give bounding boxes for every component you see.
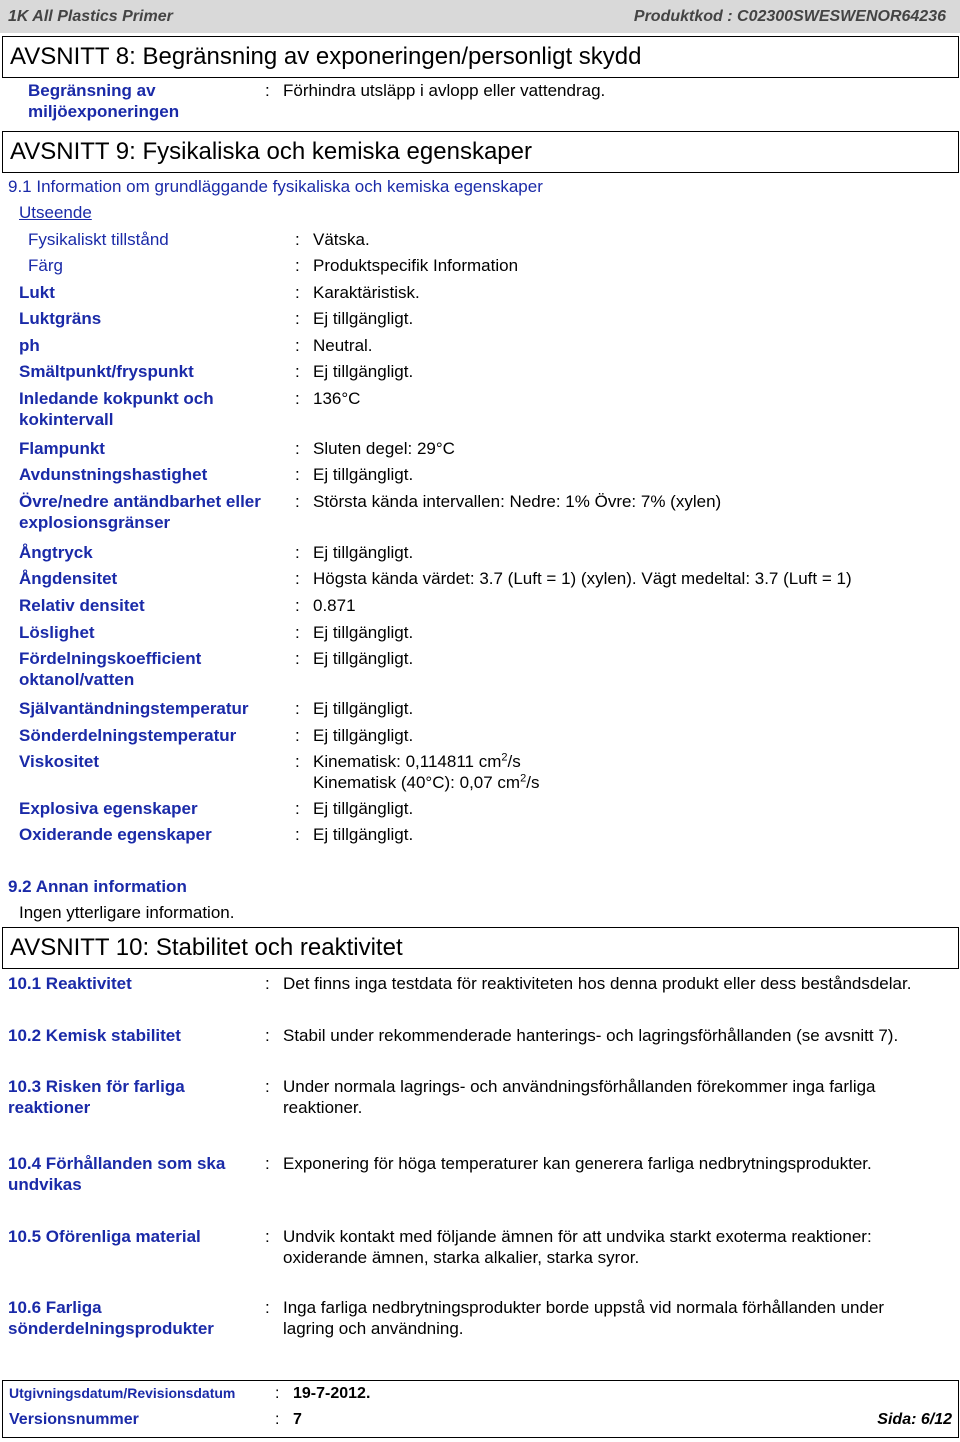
incompatible-materials-label: 10.5 Oförenliga material	[8, 1227, 201, 1246]
reactivity-value: Det finns inga testdata för reaktiviteten hos denna produkt eller dess beståndsdelar.	[283, 974, 912, 993]
revision-date-value: 19-7-2012.	[293, 1385, 371, 1402]
odor-value: Karaktäristisk.	[313, 283, 420, 302]
flash-point-label: Flampunkt	[19, 439, 105, 458]
colon: :	[295, 283, 300, 302]
colon: :	[275, 1385, 280, 1402]
colon: :	[295, 825, 300, 844]
physical-state-label: Fysikaliskt tillstånd	[28, 230, 169, 249]
colon: :	[295, 596, 300, 615]
partition-coefficient-value: Ej tillgängligt.	[313, 649, 414, 668]
colon: :	[265, 81, 270, 100]
odor-threshold-label: Luktgräns	[19, 309, 102, 328]
solubility-label: Löslighet	[19, 623, 95, 642]
relative-density-value: 0.871	[313, 596, 356, 615]
version-value: 7	[293, 1411, 302, 1428]
chemical-stability-value: Stabil under rekommenderade hanterings- och lagringsförhållanden (se avsnitt 7).	[283, 1026, 899, 1045]
odor-label: Lukt	[19, 283, 55, 302]
viscosity-label: Viskositet	[19, 752, 100, 771]
colon: :	[295, 256, 300, 275]
odor-threshold-value: Ej tillgängligt.	[313, 309, 414, 328]
colon: :	[295, 439, 300, 458]
colon: :	[265, 1298, 270, 1317]
oxidizing-properties-value: Ej tillgängligt.	[313, 825, 414, 844]
hazardous-reactions-label: 10.3 Risken för farliga reaktioner	[8, 1077, 185, 1117]
section-8-title: AVSNITT 8: Begränsning av exponeringen/personligt skydd	[10, 43, 642, 70]
decomposition-temp-label: Sönderdelningstemperatur	[19, 726, 237, 745]
colon: :	[265, 1026, 270, 1045]
colon: :	[265, 974, 270, 993]
vapor-pressure-value: Ej tillgängligt.	[313, 543, 414, 562]
colon: :	[295, 569, 300, 588]
other-info-text: Ingen ytterligare information.	[19, 903, 235, 922]
colon: :	[265, 1077, 270, 1096]
colon: :	[295, 362, 300, 381]
color-value: Produktspecifik Information	[313, 256, 519, 275]
page-number: Sida: 6/12	[877, 1411, 952, 1428]
product-name: 1K All Plastics Primer	[8, 8, 173, 25]
colon: :	[295, 752, 300, 771]
hazardous-reactions-value: Under normala lagrings- och användningsförhållanden förekommer inga farliga reaktioner.	[283, 1077, 876, 1117]
conditions-to-avoid-label: 10.4 Förhållanden som ska undvikas	[8, 1154, 226, 1194]
conditions-to-avoid-value: Exponering för höga temperaturer kan generera farliga nedbrytningsprodukter.	[283, 1154, 872, 1173]
boiling-point-value: 136°C	[313, 389, 361, 408]
evaporation-label: Avdunstningshastighet	[19, 465, 208, 484]
page-header	[0, 0, 960, 33]
page-footer	[2, 1380, 959, 1438]
colon: :	[295, 649, 300, 668]
revision-date-label: Utgivningsdatum/Revisionsdatum	[9, 1385, 236, 1401]
incompatible-materials-value: Undvik kontakt med följande ämnen för att undvika starkt exoterma reaktioner: oxiderande ämnen, starka alkalier, starka syror.	[283, 1227, 872, 1267]
colon: :	[295, 492, 300, 511]
colon: :	[295, 726, 300, 745]
colon: :	[295, 543, 300, 562]
section-10-title: AVSNITT 10: Stabilitet och reaktivitet	[10, 934, 403, 961]
colon: :	[295, 623, 300, 642]
autoignition-label: Självantändningstemperatur	[19, 699, 249, 718]
autoignition-value: Ej tillgängligt.	[313, 699, 414, 718]
relative-density-label: Relativ densitet	[19, 596, 145, 615]
color-label: Färg	[28, 256, 63, 275]
oxidizing-properties-label: Oxiderande egenskaper	[19, 825, 212, 844]
env-exposure-label: Begränsning av miljöexponeringen	[28, 81, 180, 121]
flash-point-value: Sluten degel: 29°C	[313, 439, 455, 458]
colon: :	[265, 1154, 270, 1173]
solubility-value: Ej tillgängligt.	[313, 623, 414, 642]
colon: :	[275, 1411, 280, 1428]
colon: :	[295, 699, 300, 718]
decomposition-products-value: Inga farliga nedbrytningsprodukter borde uppstå vid normala förhållanden under lagring och användning.	[283, 1298, 885, 1338]
decomposition-temp-value: Ej tillgängligt.	[313, 726, 414, 745]
evaporation-value: Ej tillgängligt.	[313, 465, 414, 484]
melting-point-value: Ej tillgängligt.	[313, 362, 414, 381]
colon: :	[295, 799, 300, 818]
boiling-point-label: Inledande kokpunkt och kokintervall	[19, 389, 214, 429]
version-label: Versionsnummer	[9, 1411, 139, 1428]
vapor-density-label: Ångdensitet	[19, 569, 118, 588]
explosion-limits-label: Övre/nedre antändbarhet eller explosionsgränser	[19, 492, 261, 532]
colon: :	[295, 230, 300, 249]
section-9-title: AVSNITT 9: Fysikaliska och kemiska egenskaper	[10, 138, 532, 165]
chemical-stability-label: 10.2 Kemisk stabilitet	[8, 1026, 181, 1045]
section-8-title-box	[2, 36, 959, 78]
colon: :	[265, 1227, 270, 1246]
appearance-heading: Utseende	[19, 203, 92, 222]
explosive-properties-value: Ej tillgängligt.	[313, 799, 414, 818]
section-9-title-box	[2, 131, 959, 173]
ph-value: Neutral.	[313, 336, 373, 355]
ph-label: ph	[19, 336, 40, 355]
env-exposure-value: Förhindra utsläpp i avlopp eller vattendrag.	[283, 81, 606, 100]
viscosity-value: Kinematisk: 0,114811 $cm^2/s$ Kinematisk (40°C): 0,07 $cm^2/s$	[313, 751, 540, 792]
subsection-9-2-title: 9.2 Annan information	[8, 877, 187, 896]
partition-coefficient-label: Fördelningskoefficient oktanol/vatten	[19, 649, 202, 689]
product-code: Produktkod : C02300SWESWENOR64236	[633, 8, 946, 25]
vapor-pressure-label: Ångtryck	[19, 543, 93, 562]
colon: :	[295, 309, 300, 328]
reactivity-label: 10.1 Reaktivitet	[8, 974, 132, 993]
colon: :	[295, 465, 300, 484]
explosive-properties-label: Explosiva egenskaper	[19, 799, 198, 818]
section-10-title-box	[2, 927, 959, 969]
decomposition-products-label: 10.6 Farliga sönderdelningsprodukter	[8, 1298, 214, 1338]
physical-state-value: Vätska.	[313, 230, 370, 249]
colon: :	[295, 389, 300, 408]
explosion-limits-value: Största kända intervallen: Nedre: 1% Övre: 7% (xylen)	[313, 492, 722, 511]
melting-point-label: Smältpunkt/fryspunkt	[19, 362, 194, 381]
colon: :	[295, 336, 300, 355]
vapor-density-value: Högsta kända värdet: 3.7 (Luft = 1) (xylen). Vägt medeltal: 3.7 (Luft = 1)	[313, 569, 852, 588]
subsection-9-1-title: 9.1 Information om grundläggande fysikaliska och kemiska egenskaper	[8, 177, 543, 196]
